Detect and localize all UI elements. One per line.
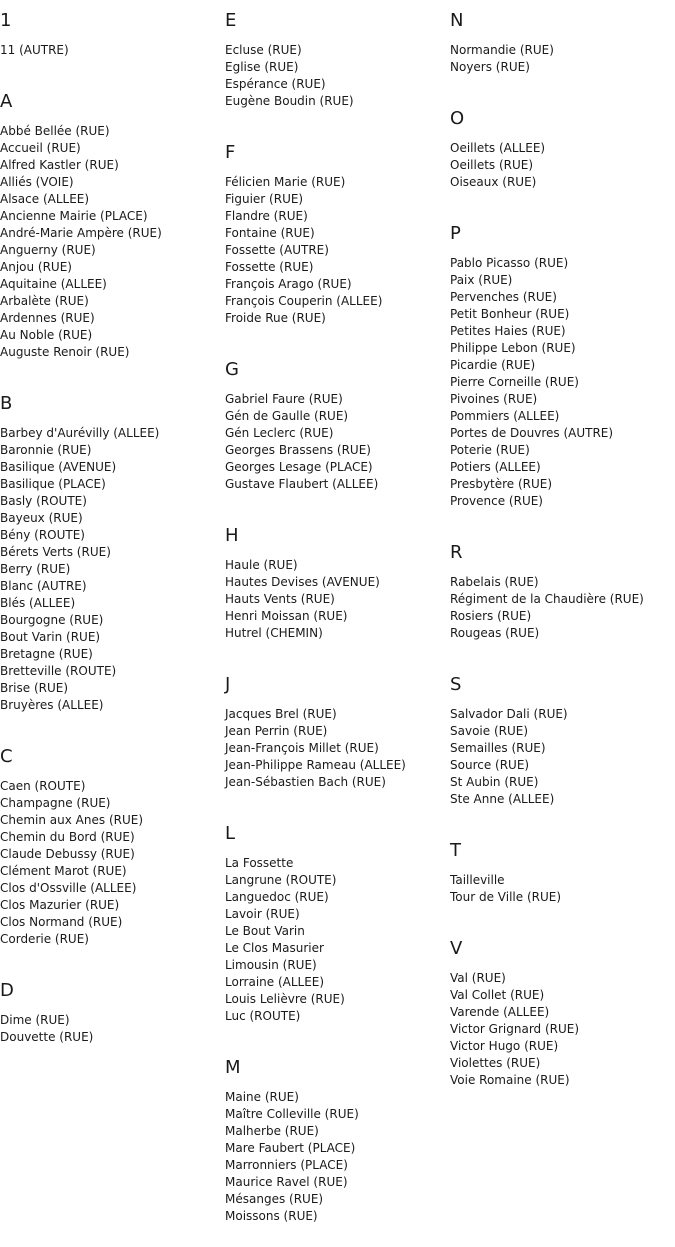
street-entry: Pommiers (ALLEE) [450, 409, 560, 423]
street-entry: Anguerny (RUE) [0, 243, 96, 257]
section-letter-heading: P [450, 223, 461, 244]
section-spacer [225, 642, 450, 664]
street-entry: La Fossette [225, 856, 294, 870]
street-list [0, 32, 225, 59]
section-letter-heading: V [450, 938, 463, 959]
section-spacer [0, 714, 225, 736]
street-entry: Luc (ROUTE) [225, 1009, 301, 1023]
street-entry: Clément Marot (RUE) [0, 864, 127, 878]
section-spacer [0, 361, 225, 383]
street-list [0, 768, 225, 948]
street-entry: Semailles (RUE) [450, 741, 546, 755]
section-letter-heading: F [225, 142, 236, 163]
street-entry: Tour de Ville (RUE) [450, 890, 562, 904]
street-entry: Basilique (PLACE) [0, 477, 106, 491]
street-entry: Bout Varin (RUE) [0, 630, 101, 644]
street-list [450, 245, 675, 510]
section-letter-heading: R [450, 542, 463, 563]
street-entry: Violettes (RUE) [450, 1056, 541, 1070]
street-entry: Brise (RUE) [0, 681, 69, 695]
street-entry: Ardennes (RUE) [0, 311, 95, 325]
street-entry: Flandre (RUE) [225, 209, 308, 223]
street-entry: Berry (RUE) [0, 562, 71, 576]
street-entry: Gén de Gaulle (RUE) [225, 409, 349, 423]
street-list [0, 113, 225, 361]
street-entry: Oeillets (RUE) [450, 158, 534, 172]
street-entry: François Couperin (ALLEE) [225, 294, 383, 308]
street-entry: Val Collet (RUE) [450, 988, 545, 1002]
street-list [225, 696, 450, 791]
street-entry: Rougeas (RUE) [450, 626, 540, 640]
street-entry: Blés (ALLEE) [0, 596, 76, 610]
street-entry: Tailleville [450, 873, 505, 887]
street-entry: Maître Colleville (RUE) [225, 1107, 359, 1121]
letter-section [0, 970, 225, 1068]
section-letter-heading: D [0, 980, 14, 1001]
street-entry: Moissons (RUE) [225, 1209, 318, 1223]
street-entry: Marronniers (PLACE) [225, 1158, 348, 1172]
street-entry: Champagne (RUE) [0, 796, 111, 810]
section-spacer [0, 948, 225, 970]
street-entry: Pervenches (RUE) [450, 290, 557, 304]
street-entry: Alsace (ALLEE) [0, 192, 90, 206]
letter-section [225, 813, 450, 1047]
street-entry: Espérance (RUE) [225, 77, 326, 91]
street-entry: Provence (RUE) [450, 494, 543, 508]
letter-section [0, 736, 225, 970]
letter-section [225, 349, 450, 515]
street-entry: Le Bout Varin [225, 924, 305, 938]
street-list [450, 862, 675, 906]
section-spacer [450, 906, 675, 928]
letter-section [450, 213, 675, 532]
street-entry: Oiseaux (RUE) [450, 175, 537, 189]
street-entry: Victor Hugo (RUE) [450, 1039, 559, 1053]
section-spacer [225, 1225, 450, 1247]
street-entry: Figuier (RUE) [225, 192, 304, 206]
street-entry: Hautes Devises (AVENUE) [225, 575, 380, 589]
letter-section [450, 532, 675, 664]
street-entry: Clos Mazurier (RUE) [0, 898, 120, 912]
street-entry: Pivoines (RUE) [450, 392, 538, 406]
street-entry: Rabelais (RUE) [450, 575, 539, 589]
street-entry: Haule (RUE) [225, 558, 298, 572]
street-entry: Picardie (RUE) [450, 358, 536, 372]
street-entry: Maurice Ravel (RUE) [225, 1175, 348, 1189]
street-entry: Bruyères (ALLEE) [0, 698, 104, 712]
street-entry: Bretagne (RUE) [0, 647, 93, 661]
section-spacer [450, 510, 675, 532]
street-entry: Jean-Sébastien Bach (RUE) [225, 775, 386, 789]
section-letter-heading: B [0, 393, 13, 414]
street-list [225, 32, 450, 110]
street-entry: Clos d'Ossville (ALLEE) [0, 881, 137, 895]
section-spacer [225, 1025, 450, 1047]
street-entry: Source (RUE) [450, 758, 530, 772]
street-entry: Presbytère (RUE) [450, 477, 553, 491]
street-entry: Au Noble (RUE) [0, 328, 93, 342]
street-entry: Portes de Douvres (AUTRE) [450, 426, 614, 440]
street-entry: Baronnie (RUE) [0, 443, 92, 457]
section-letter-heading: E [225, 10, 237, 31]
street-entry: Froide Rue (RUE) [225, 311, 326, 325]
section-spacer [225, 493, 450, 515]
letter-section [225, 132, 450, 349]
street-entry: Fossette (AUTRE) [225, 243, 329, 257]
street-entry: Blanc (AUTRE) [0, 579, 87, 593]
street-entry: Anjou (RUE) [0, 260, 72, 274]
street-entry: Georges Brassens (RUE) [225, 443, 371, 457]
street-entry: Félicien Marie (RUE) [225, 175, 346, 189]
street-entry: Normandie (RUE) [450, 43, 554, 57]
section-letter-heading: 1 [0, 10, 12, 31]
street-entry: Bayeux (RUE) [0, 511, 83, 525]
street-entry: Poterie (RUE) [450, 443, 530, 457]
street-entry: Languedoc (RUE) [225, 890, 329, 904]
section-letter-heading: M [225, 1057, 241, 1078]
street-entry: Petites Haies (RUE) [450, 324, 566, 338]
street-entry: Bény (ROUTE) [0, 528, 85, 542]
street-entry: Caen (ROUTE) [0, 779, 86, 793]
street-entry: Malherbe (RUE) [225, 1124, 319, 1138]
street-entry: Douvette (RUE) [0, 1030, 94, 1044]
section-letter-heading: L [225, 823, 236, 844]
section-letter-heading: S [450, 674, 462, 695]
street-entry: François Arago (RUE) [225, 277, 352, 291]
street-entry: Val (RUE) [450, 971, 506, 985]
street-entry: Gabriel Faure (RUE) [225, 392, 343, 406]
letter-section [450, 98, 675, 213]
section-spacer [450, 642, 675, 664]
section-letter-heading: H [225, 525, 239, 546]
street-entry: Pierre Corneille (RUE) [450, 375, 579, 389]
street-list [225, 845, 450, 1025]
letter-section [450, 664, 675, 830]
street-entry: Aquitaine (ALLEE) [0, 277, 107, 291]
letter-section [450, 830, 675, 928]
section-spacer [450, 191, 675, 213]
street-entry: Ecluse (RUE) [225, 43, 302, 57]
street-entry: Jean-Philippe Rameau (ALLEE) [225, 758, 406, 772]
street-list [450, 130, 675, 191]
street-entry: Pablo Picasso (RUE) [450, 256, 569, 270]
street-entry: Claude Debussy (RUE) [0, 847, 135, 861]
street-entry: Lorraine (ALLEE) [225, 975, 325, 989]
section-spacer [0, 1046, 225, 1068]
letter-section [0, 0, 225, 81]
letter-section [225, 515, 450, 664]
index-column-2 [225, 0, 450, 1247]
street-entry: Jean Perrin (RUE) [225, 724, 328, 738]
street-list [225, 547, 450, 642]
letter-section [225, 664, 450, 813]
street-entry: Langrune (ROUTE) [225, 873, 337, 887]
street-entry: Chemin du Bord (RUE) [0, 830, 135, 844]
street-entry: Auguste Renoir (RUE) [0, 345, 130, 359]
street-entry: Arbalète (RUE) [0, 294, 89, 308]
street-entry: Gustave Flaubert (ALLEE) [225, 477, 379, 491]
street-entry: Lavoir (RUE) [225, 907, 300, 921]
street-entry: Oeillets (ALLEE) [450, 141, 546, 155]
street-entry: Basilique (AVENUE) [0, 460, 117, 474]
street-entry: Alliés (VOIE) [0, 175, 74, 189]
street-entry: Bérets Verts (RUE) [0, 545, 111, 559]
street-entry: Petit Bonheur (RUE) [450, 307, 570, 321]
street-entry: Fossette (RUE) [225, 260, 314, 274]
street-entry: Fontaine (RUE) [225, 226, 315, 240]
section-spacer [225, 327, 450, 349]
street-entry: Mésanges (RUE) [225, 1192, 324, 1206]
letter-section [225, 1047, 450, 1247]
street-entry: Chemin aux Anes (RUE) [0, 813, 144, 827]
index-column-1 [0, 0, 225, 1068]
street-entry: Clos Normand (RUE) [0, 915, 123, 929]
section-spacer [450, 1089, 675, 1111]
section-letter-heading: A [0, 91, 13, 112]
street-entry: Noyers (RUE) [450, 60, 530, 74]
street-list [0, 415, 225, 714]
street-entry: Alfred Kastler (RUE) [0, 158, 119, 172]
index-column-3 [450, 0, 675, 1111]
street-list [450, 564, 675, 642]
street-list [225, 164, 450, 327]
street-entry: Jean-François Millet (RUE) [225, 741, 379, 755]
section-letter-heading: T [450, 840, 461, 861]
letter-section [225, 0, 450, 132]
street-entry: Basly (ROUTE) [0, 494, 87, 508]
street-entry: Eglise (RUE) [225, 60, 299, 74]
section-letter-heading: C [0, 746, 13, 767]
letter-section [450, 928, 675, 1111]
street-entry: Hauts Vents (RUE) [225, 592, 335, 606]
section-letter-heading: N [450, 10, 464, 31]
street-list [450, 960, 675, 1089]
street-entry: Ancienne Mairie (PLACE) [0, 209, 148, 223]
street-entry: Varende (ALLEE) [450, 1005, 550, 1019]
street-entry: Victor Grignard (RUE) [450, 1022, 580, 1036]
letter-section [0, 383, 225, 736]
street-entry: Jacques Brel (RUE) [225, 707, 337, 721]
street-list [225, 381, 450, 493]
street-list [450, 696, 675, 808]
street-entry: Mare Faubert (PLACE) [225, 1141, 356, 1155]
street-list [450, 32, 675, 76]
street-entry: André-Marie Ampère (RUE) [0, 226, 162, 240]
street-entry: Voie Romaine (RUE) [450, 1073, 570, 1087]
section-letter-heading: J [225, 674, 231, 695]
street-entry: Dime (RUE) [0, 1013, 70, 1027]
street-entry: Bourgogne (RUE) [0, 613, 104, 627]
street-entry: Savoie (RUE) [450, 724, 529, 738]
section-spacer [225, 791, 450, 813]
street-entry: Louis Lelièvre (RUE) [225, 992, 345, 1006]
street-entry: Limousin (RUE) [225, 958, 317, 972]
section-letter-heading: O [450, 108, 465, 129]
street-entry: Ste Anne (ALLEE) [450, 792, 555, 806]
section-spacer [0, 59, 225, 81]
street-entry: Paix (RUE) [450, 273, 513, 287]
street-entry: Corderie (RUE) [0, 932, 89, 946]
street-entry: Hutrel (CHEMIN) [225, 626, 323, 640]
street-entry: Barbey d'Aurévilly (ALLEE) [0, 426, 160, 440]
street-entry: 11 (AUTRE) [0, 43, 69, 57]
street-entry: Rosiers (RUE) [450, 609, 532, 623]
street-entry: Henri Moissan (RUE) [225, 609, 348, 623]
section-spacer [225, 110, 450, 132]
letter-section [0, 81, 225, 383]
street-entry: Georges Lesage (PLACE) [225, 460, 373, 474]
street-entry: Gén Leclerc (RUE) [225, 426, 334, 440]
street-entry: Bretteville (ROUTE) [0, 664, 117, 678]
section-letter-heading: G [225, 359, 239, 380]
street-entry: Maine (RUE) [225, 1090, 299, 1104]
street-list [0, 1002, 225, 1046]
street-entry: Le Clos Masurier [225, 941, 324, 955]
street-entry: Potiers (ALLEE) [450, 460, 541, 474]
letter-section [450, 0, 675, 98]
street-entry: Accueil (RUE) [0, 141, 81, 155]
section-spacer [450, 76, 675, 98]
street-entry: Abbé Bellée (RUE) [0, 124, 110, 138]
street-entry: St Aubin (RUE) [450, 775, 539, 789]
street-entry: Salvador Dali (RUE) [450, 707, 568, 721]
street-entry: Philippe Lebon (RUE) [450, 341, 576, 355]
street-list [225, 1079, 450, 1225]
section-spacer [450, 808, 675, 830]
street-entry: Régiment de la Chaudière (RUE) [450, 592, 644, 606]
street-entry: Eugène Boudin (RUE) [225, 94, 354, 108]
